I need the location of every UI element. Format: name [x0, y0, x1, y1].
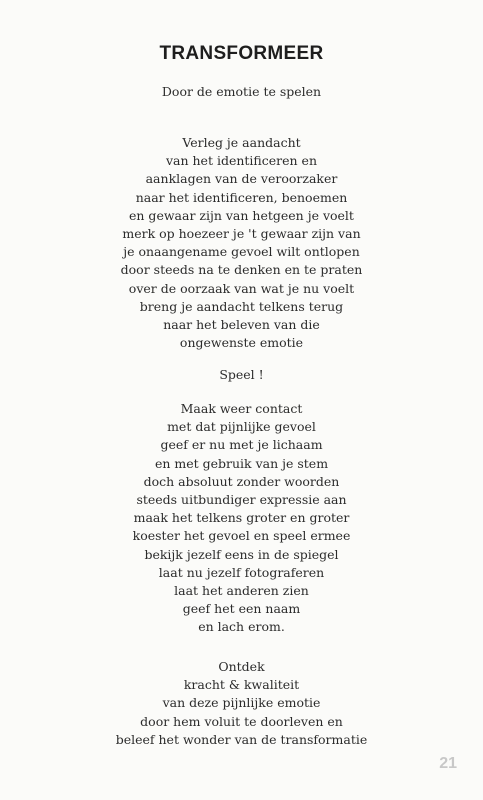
poem-line: en gewaar zijn van hetgeen je voelt: [129, 207, 354, 223]
poem-line: maak het telkens groter en groter: [133, 510, 350, 526]
poem-line: geef er nu met je lichaam: [160, 437, 323, 453]
poem-line: koester het gevoel en speel ermee: [132, 528, 351, 544]
poem-line: Speel !: [219, 367, 264, 382]
poem-line: Verleg je aandacht: [182, 135, 301, 150]
poem-line: en lach erom.: [198, 619, 285, 635]
poem-line: doch absoluut zonder woorden: [143, 473, 340, 489]
poem-line: laat het anderen zien: [174, 583, 309, 599]
poem-line: en met gebruik van je stem: [154, 455, 329, 471]
poem-line: je onaangename gevoel wilt ontlopen: [123, 244, 360, 260]
stanza-1: [0, 134, 483, 352]
poem-line: van het identificeren en: [165, 153, 318, 169]
poem-line: door hem voluit te doorleven en: [140, 713, 343, 729]
stanza-4: [0, 658, 483, 749]
poem-line: laat nu jezelf fotograferen: [158, 564, 325, 580]
poem-line: naar het identificeren, benoemen: [135, 189, 348, 205]
poem-line: steeds uitbundiger expressie aan: [136, 492, 347, 508]
stanza-2: [0, 366, 483, 384]
poem-line: aanklagen van de veroorzaker: [145, 171, 338, 187]
poem-line: door steeds na te denken en te praten: [120, 262, 363, 278]
poem-line: merk op hoezeer je 't gewaar zijn van: [122, 226, 361, 242]
poem-line: geef het een naam: [182, 601, 301, 617]
stanza-3: [0, 400, 483, 637]
page-title: TRANSFORMEER: [159, 43, 324, 64]
poem-line: met dat pijnlijke gevoel: [167, 419, 316, 435]
page-subtitle: Door de emotie te spelen: [161, 84, 322, 99]
poem-line: kracht & kwaliteit: [183, 677, 300, 693]
poem-line: over de oorzaak van wat je nu voelt: [128, 280, 355, 296]
poem-line: breng je aandacht telkens terug: [139, 298, 344, 314]
poem-line: van deze pijnlijke emotie: [162, 695, 321, 711]
poem-line: beleef het wonder van de transformatie: [115, 731, 368, 747]
poem-line: bekijk jezelf eens in de spiegel: [144, 546, 339, 562]
poem-line: naar het beleven van die: [163, 317, 320, 333]
poem-line: Maak weer contact: [180, 401, 303, 416]
poem-line: Ontdek: [218, 659, 265, 674]
poem-line: ongewenste emotie: [179, 335, 304, 351]
page-number: 21: [439, 755, 457, 772]
